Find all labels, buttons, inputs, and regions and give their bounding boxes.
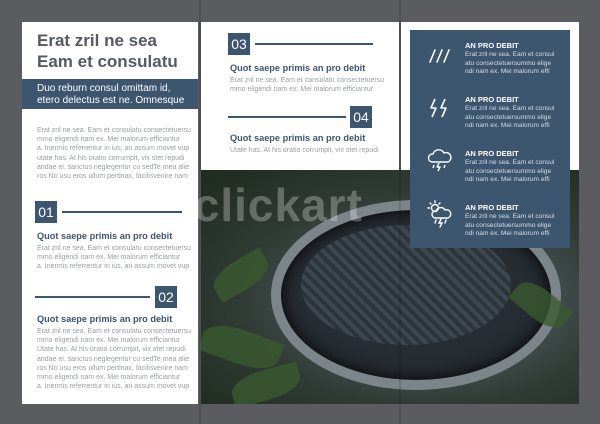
- section-heading-04: Quot saepe primis an pro debit: [230, 133, 366, 143]
- section-heading-01: Quot saepe primis an pro debit: [37, 231, 173, 241]
- info-text: Erat zril ne sea. Eam et consul atu consectetuersummo elige ndi nam ex. Mei malorum effi: [465, 51, 555, 76]
- info-text: Erat zril ne sea. Eam et consul atu consectetuersummo elige ndi nam ex. Mei malorum effi: [465, 213, 555, 238]
- info-heading: AN PRO DEBIT: [465, 149, 519, 158]
- intro-band-text: Duo reburn consul omittam id, etero delectus est ne. Omnesque: [37, 83, 185, 106]
- section-rule: [62, 211, 182, 213]
- section-number-03: 03: [228, 33, 250, 55]
- middle-panel: [201, 22, 399, 170]
- section-heading-02: Quot saepe primis an pro debit: [37, 314, 173, 324]
- section-number-01: 01: [35, 201, 57, 223]
- section-rule: [35, 296, 150, 298]
- left-panel: [22, 22, 198, 404]
- section-text-01: Erat zril ne sea. Eam et consulatu consectetuersu mmo eligendi nam ex. Mei malorum efficiantur a. Inermis referrentur in ius, an assum movet vup: [37, 245, 192, 271]
- storm-cloud-icon: [426, 146, 454, 174]
- info-text: Erat zril ne sea. Eam et consul atu consectetuersummo elige ndi nam ex. Mei malorum effi: [465, 105, 555, 130]
- rain-lines-icon: [426, 42, 454, 70]
- info-heading: AN PRO DEBIT: [465, 203, 519, 212]
- watermark: iclickart: [180, 179, 363, 231]
- section-number-04: 04: [350, 106, 372, 128]
- fern-leaf: [208, 247, 275, 303]
- section-number-02: 02: [155, 286, 177, 308]
- section-rule: [255, 43, 373, 45]
- fold-line: [399, 0, 401, 424]
- info-heading: AN PRO DEBIT: [465, 95, 519, 104]
- brochure-title: Erat zril ne sea Eam et consulatu: [37, 31, 178, 71]
- section-text-04: Utate has. At his oratio corrumpit, vix stet repudi: [230, 147, 379, 154]
- section-text-02: Erat zril ne sea. Eam et consulatu consectetuersu mmo eligendi nam ex. Mei malorum efficiantur Utate has. At his oratio corrumpit, vix stet repudi andae ei, sanctus neglegentur cu sedTe mea alie ros No usu eros ullum pertinax, facilisvenire nam mmo eligendi nam ex. Mei malorum efficiantur a. Inermis referrentur in ius, an assum movet vup: [37, 328, 192, 391]
- intro-band: [22, 79, 198, 109]
- info-heading: AN PRO DEBIT: [465, 41, 519, 50]
- section-heading-03: Quot saepe primis an pro debit: [230, 63, 366, 73]
- section-text-03: Erat zril ne sea. Eam et consulatu consectetuersu mmo eligendi nam ex. Mei malorum efficiantur: [230, 77, 385, 94]
- section-rule: [228, 116, 346, 118]
- info-text: Erat zril ne sea. Eam et consul atu consectetuersummo elige ndi nam ex. Mei malorum effi: [465, 159, 555, 184]
- fold-line: [199, 0, 201, 424]
- intro-paragraph: Erat zril ne sea. Eam et consulatu consectetuersu mmo eligendi nam ex. Mei malorum efficiantur a. Inermis referrentur in ius, an assum movet vup utate has. At his oratio corrumpit, vix stet repudi andae ei, sanctus neglegentur cu sedTe mea alie ros No usu eros ullum pertinax, facilisvenire nam: [37, 127, 192, 181]
- lightning-icon: [426, 94, 454, 122]
